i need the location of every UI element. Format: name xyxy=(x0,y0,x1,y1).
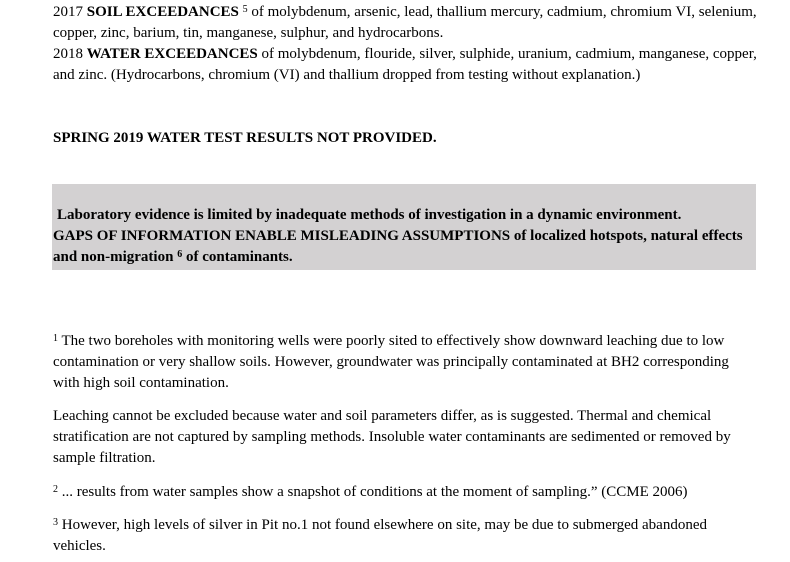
footnote-3-text: However, high levels of silver in Pit no.1 not found elsewhere on site, may be due to submerged abandoned vehicles. xyxy=(53,517,707,554)
callout-footnote-ref: 6 xyxy=(177,249,183,260)
footnote-2 xyxy=(53,482,758,503)
callout-caps: GAPS OF INFORMATION ENABLE MISLEADING ASSUMPTIONS xyxy=(53,228,511,244)
water-year: 2018 xyxy=(53,46,83,62)
water-results-notice: SPRING 2019 WATER TEST RESULTS NOT PROVIDED. xyxy=(53,130,437,146)
footnote-1-continued: Leaching cannot be excluded because water and soil parameters differ, as is suggested. Thermal and chemical stratification are not captured by sampling methods. Insoluble water contaminants are sedimented or removed by sample filtration. xyxy=(53,408,731,466)
water-exceedances-paragraph xyxy=(53,44,758,86)
callout-end: of contaminants. xyxy=(182,249,293,265)
soil-exceedances-paragraph xyxy=(53,2,758,44)
callout-rest: of localized hotspots, natural effects and non-migration xyxy=(53,228,743,265)
footnote-2-text: ... results from water samples show a snapshot of conditions at the moment of sampling.” (CCME 2006) xyxy=(58,484,688,500)
soil-text: of molybdenum, arsenic, lead, thallium mercury, cadmium, chromium VI, selenium, copper, zinc, barium, tin, manganese, sulphur, and hydrocarbons. xyxy=(53,4,757,41)
callout-line-2 xyxy=(53,226,750,268)
soil-footnote-ref: 5 xyxy=(242,4,248,15)
soil-heading: SOIL EXCEEDANCES xyxy=(86,4,239,20)
callout-line-1: Laboratory evidence is limited by inadequate methods of investigation in a dynamic environment. xyxy=(57,207,682,223)
footnote-1 xyxy=(53,331,758,394)
water-heading: WATER EXCEEDANCES xyxy=(86,46,258,62)
footnote-1-text: The two boreholes with monitoring wells were poorly sited to effectively show downward leaching due to low contamination or very shallow soils. However, groundwater was principally contaminated at BH2 corresponding with high soil contamination. xyxy=(53,333,729,391)
footnote-2-mark: 2 xyxy=(53,484,58,495)
footnote-1-mark: 1 xyxy=(53,333,58,344)
footnote-3-mark: 3 xyxy=(53,517,58,528)
callout-box xyxy=(52,184,756,270)
water-text: of molybdenum, flouride, silver, sulphide, uranium, cadmium, manganese, copper, and zinc. (Hydrocarbons, chromium (VI) and thallium dropped from testing without explanation.) xyxy=(53,46,757,83)
soil-year: 2017 xyxy=(53,4,83,20)
footnote-3 xyxy=(53,515,758,557)
